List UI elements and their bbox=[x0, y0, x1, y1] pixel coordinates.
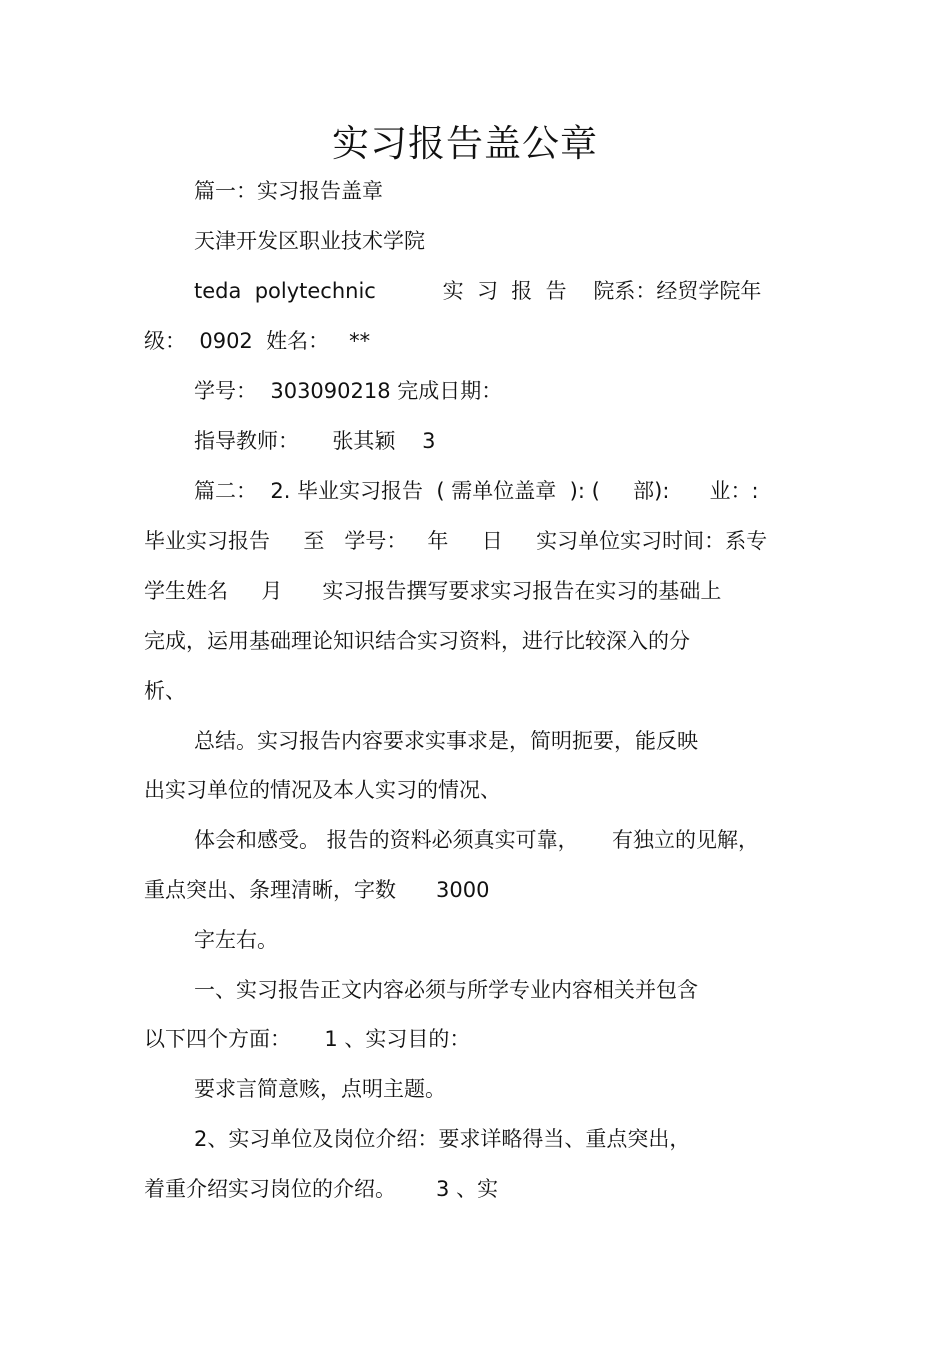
text-line: 毕业实习报告 至 学号： 年 日 实习单位实习时间：系专 bbox=[144, 529, 768, 553]
text-line: 学生姓名 月 实习报告撰写要求实习报告在实习的基础上 bbox=[144, 579, 722, 603]
text-line: 要求言简意赅，点明主题。 bbox=[194, 1077, 446, 1101]
text-line: 重点突出、条理清晰，字数 3000 bbox=[144, 878, 490, 902]
text-line: 完成，运用基础理论知识结合实习资料，进行比较深入的分 bbox=[144, 629, 690, 653]
text-line: 篇二： 2. 毕业实习报告 ( 需单位盖章 ): ( 部): 业：: bbox=[194, 479, 759, 503]
text-line: 学号： 303090218 完成日期： bbox=[194, 379, 503, 403]
text-line: 总结。实习报告内容要求实事求是，简明扼要，能反映 bbox=[194, 729, 698, 753]
text-line: 2、实习单位及岗位介绍：要求详略得当、重点突出， bbox=[194, 1127, 691, 1151]
text-line: 篇一：实习报告盖章 bbox=[194, 179, 383, 203]
text-line: teda polytechnic 实 习 报 告 院系：经贸学院年 bbox=[194, 279, 762, 303]
page-title: 实习报告盖公章 bbox=[332, 122, 598, 165]
text-line: 体会和感受。 报告的资料必须真实可靠， 有独立的见解， bbox=[194, 828, 760, 852]
text-line: 以下四个方面： 1 、实习目的： bbox=[144, 1027, 471, 1051]
text-line: 着重介绍实习岗位的介绍。 3 、实 bbox=[144, 1177, 499, 1201]
text-line: 出实习单位的情况及本人实习的情况、 bbox=[144, 778, 501, 802]
text-line: 级： 0902 姓名： ** bbox=[144, 329, 371, 353]
text-line: 字左右。 bbox=[194, 928, 278, 952]
text-line: 一、实习报告正文内容必须与所学专业内容相关并包含 bbox=[194, 978, 698, 1002]
text-line: 析、 bbox=[144, 679, 186, 703]
text-line: 指导教师： 张其颖 3 bbox=[194, 429, 436, 453]
text-line: 天津开发区职业技术学院 bbox=[194, 229, 425, 253]
